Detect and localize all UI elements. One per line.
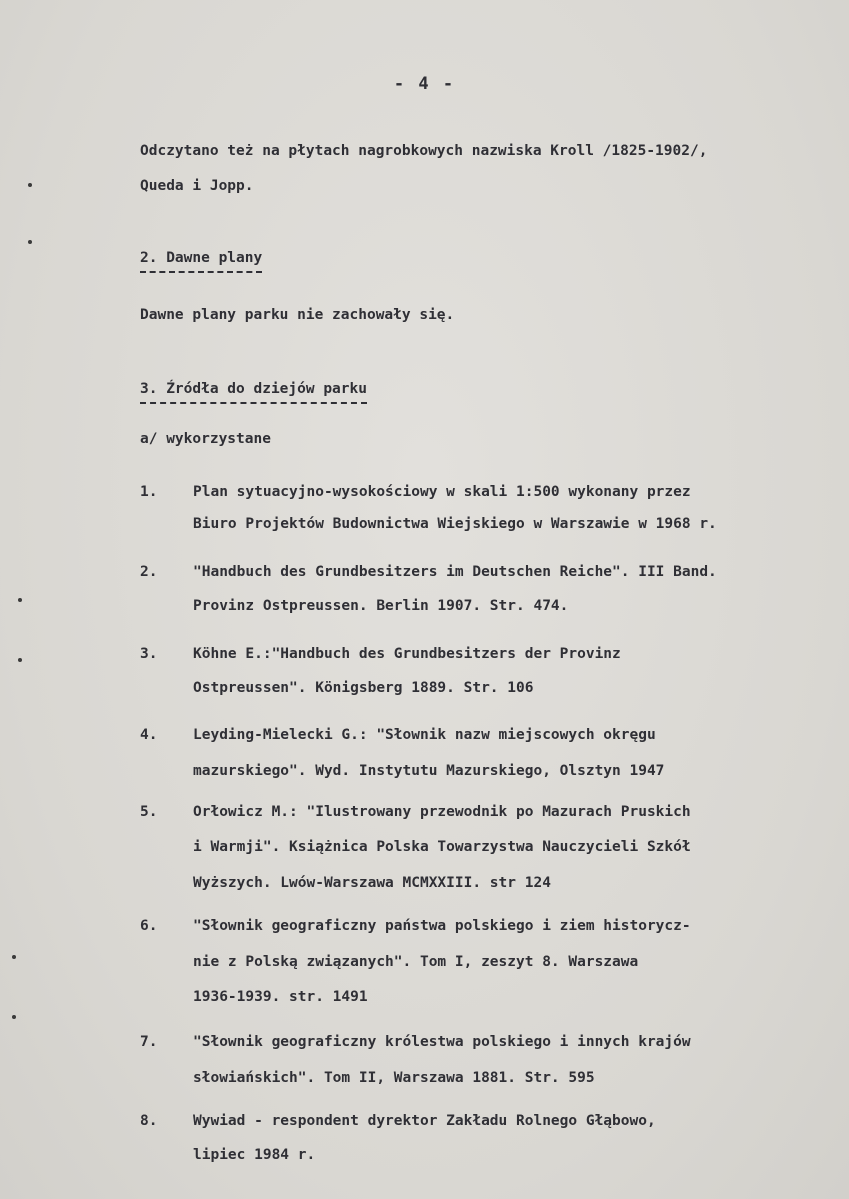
list-item-line: "Słownik geograficzny królestwa polskiego i innych krajów	[193, 1034, 691, 1050]
list-item-line: słowiańskich". Tom II, Warszawa 1881. Str. 595	[193, 1070, 595, 1086]
list-item-line: i Warmji". Książnica Polska Towarzystwa Nauczycieli Szkół	[193, 839, 691, 855]
list-item-line: Provinz Ostpreussen. Berlin 1907. Str. 474.	[193, 598, 569, 614]
list-item-line: Leyding-Mielecki G.: "Słownik nazw miejscowych okręgu	[193, 727, 656, 743]
section-2-text: Dawne plany parku nie zachowały się.	[140, 307, 455, 323]
margin-dot	[28, 183, 32, 187]
list-item-number: 5.	[140, 804, 158, 820]
page-number: - 4 -	[393, 74, 456, 94]
list-item-line: Wyższych. Lwów-Warszawa MCMXXIII. str 124	[193, 875, 551, 891]
list-item-line: "Słownik geograficzny państwa polskiego i ziem historycz-	[193, 918, 691, 934]
list-item-line: 1936-1939. str. 1491	[193, 989, 368, 1005]
list-item-line: "Handbuch des Grundbesitzers im Deutschen Reiche". III Band.	[193, 564, 717, 580]
section-3-heading: 3. Źródła do dziejów parku	[140, 381, 367, 397]
list-item-line: Wywiad - respondent dyrektor Zakładu Rolnego Głąbowo,	[193, 1113, 656, 1129]
list-item-number: 2.	[140, 564, 158, 580]
list-item-line: Köhne E.:"Handbuch des Grundbesitzers der Provinz	[193, 646, 621, 662]
list-item-line: Plan sytuacyjno-wysokościowy w skali 1:500 wykonany przez	[193, 484, 691, 500]
list-item-number: 4.	[140, 727, 158, 743]
margin-dot	[18, 598, 22, 602]
intro-line-1: Odczytano też na płytach nagrobkowych nazwiska Kroll /1825-1902/,	[140, 143, 708, 159]
list-item-number: 7.	[140, 1034, 158, 1050]
margin-dot	[12, 955, 16, 959]
list-item-line: Biuro Projektów Budownictwa Wiejskiego w Warszawie w 1968 r.	[193, 516, 717, 532]
intro-line-2: Queda i Jopp.	[140, 178, 254, 194]
list-item-line: Orłowicz M.: "Ilustrowany przewodnik po Mazurach Pruskich	[193, 804, 691, 820]
list-item-number: 8.	[140, 1113, 158, 1129]
list-item-line: nie z Polską związanych". Tom I, zeszyt 8. Warszawa	[193, 954, 639, 970]
list-item-number: 3.	[140, 646, 158, 662]
margin-dot	[12, 1015, 16, 1019]
list-item-line: mazurskiego". Wyd. Instytutu Mazurskiego, Olsztyn 1947	[193, 763, 665, 779]
section-2-heading: 2. Dawne plany	[140, 250, 263, 266]
section-3-subheading: a/ wykorzystane	[140, 431, 271, 447]
margin-dot	[28, 240, 32, 244]
list-item-number: 6.	[140, 918, 158, 934]
margin-dot	[18, 658, 22, 662]
list-item-line: lipiec 1984 r.	[193, 1147, 316, 1163]
list-item-number: 1.	[140, 484, 158, 500]
list-item-line: Ostpreussen". Königsberg 1889. Str. 106	[193, 680, 534, 696]
